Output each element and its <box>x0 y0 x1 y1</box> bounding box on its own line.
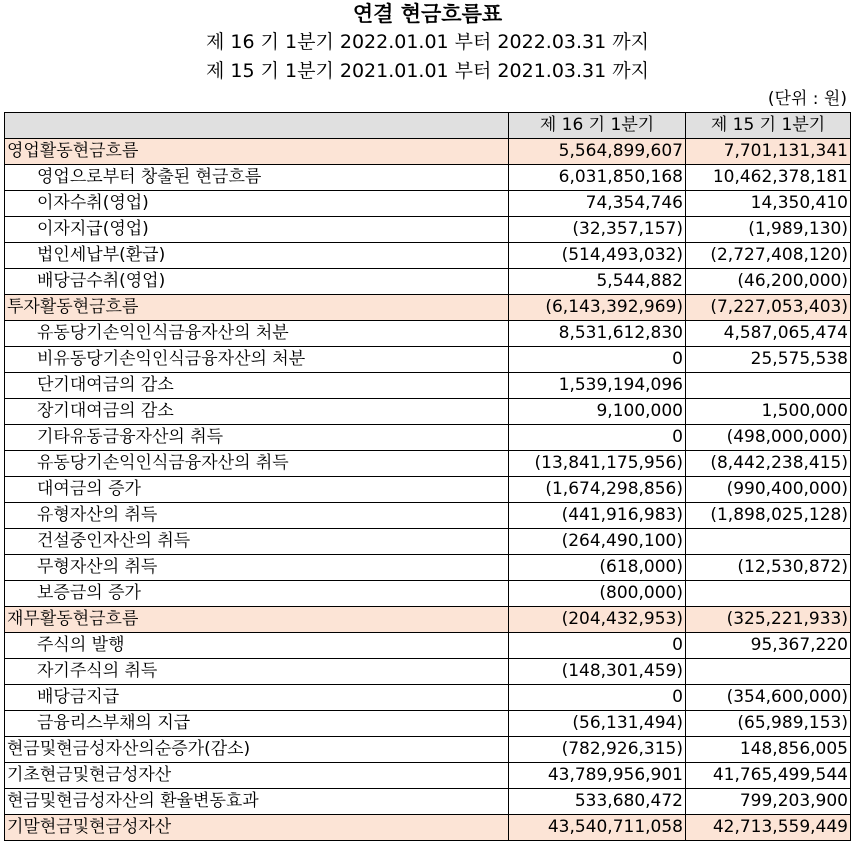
previous-period-value: 25,575,538 <box>686 347 851 373</box>
previous-period-value: (2,727,408,120) <box>686 243 851 269</box>
current-period-value: (148,301,459) <box>509 659 686 685</box>
previous-period-value <box>686 529 851 555</box>
current-period-value: (514,493,032) <box>509 243 686 269</box>
table-row <box>5 503 851 529</box>
table-row <box>5 165 851 191</box>
table-row <box>5 633 851 659</box>
table-row <box>5 217 851 243</box>
table-body <box>5 139 851 841</box>
current-period-value: (13,841,175,956) <box>509 451 686 477</box>
current-period-value: 5,544,882 <box>509 269 686 295</box>
row-label: 단기대여금의 감소 <box>5 373 509 399</box>
previous-period-value: (1,989,130) <box>686 217 851 243</box>
previous-period-value: 95,367,220 <box>686 633 851 659</box>
current-period-value: 6,031,850,168 <box>509 165 686 191</box>
previous-period-value: 148,856,005 <box>686 737 851 763</box>
table-row <box>5 737 851 763</box>
previous-period-value: 799,203,900 <box>686 789 851 815</box>
report-title: 연결 현금흐름표 <box>352 2 503 26</box>
row-label: 배당금지급 <box>5 685 509 711</box>
current-period-value: 0 <box>509 347 686 373</box>
current-period-value: 74,354,746 <box>509 191 686 217</box>
row-label: 유동당기손익인식금융자산의 취득 <box>5 451 509 477</box>
previous-period-value: 14,350,410 <box>686 191 851 217</box>
current-period-value: 0 <box>509 685 686 711</box>
header-current-period: 제 16 기 1분기 <box>509 113 686 139</box>
row-label: 투자활동현금흐름 <box>5 295 509 321</box>
row-label: 비유동당기손익인식금융자산의 처분 <box>5 347 509 373</box>
previous-period-value <box>686 373 851 399</box>
period-current: 제 16 기 1분기 2022.01.01 부터 2022.03.31 까지 <box>206 31 649 53</box>
header-previous-period: 제 15 기 1분기 <box>686 113 851 139</box>
table-header-row <box>5 113 851 139</box>
current-period-value: (264,490,100) <box>509 529 686 555</box>
row-label: 재무활동현금흐름 <box>5 607 509 633</box>
current-period-value: (782,926,315) <box>509 737 686 763</box>
unit-label: (단위 : 원) <box>767 89 847 109</box>
previous-period-value: (354,600,000) <box>686 685 851 711</box>
table-row <box>5 763 851 789</box>
previous-period-value: 7,701,131,341 <box>686 139 851 165</box>
row-label: 장기대여금의 감소 <box>5 399 509 425</box>
table-row <box>5 139 851 165</box>
current-period-value: (441,916,983) <box>509 503 686 529</box>
table-row <box>5 581 851 607</box>
row-label: 현금및현금성자산의 환율변동효과 <box>5 789 509 815</box>
row-label: 보증금의 증가 <box>5 581 509 607</box>
previous-period-value: (990,400,000) <box>686 477 851 503</box>
current-period-value: (1,674,298,856) <box>509 477 686 503</box>
row-label: 유형자산의 취득 <box>5 503 509 529</box>
row-label: 이자지급(영업) <box>5 217 509 243</box>
row-label: 기타유동금융자산의 취득 <box>5 425 509 451</box>
row-label: 기말현금및현금성자산 <box>5 815 509 841</box>
table-row <box>5 815 851 841</box>
table-row <box>5 685 851 711</box>
row-label: 배당금수취(영업) <box>5 269 509 295</box>
current-period-value: 0 <box>509 425 686 451</box>
row-label: 이자수취(영업) <box>5 191 509 217</box>
table-row <box>5 191 851 217</box>
row-label: 건설중인자산의 취득 <box>5 529 509 555</box>
table-row <box>5 659 851 685</box>
row-label: 유동당기손익인식금융자산의 처분 <box>5 321 509 347</box>
table-row <box>5 373 851 399</box>
previous-period-value: (1,898,025,128) <box>686 503 851 529</box>
period-previous: 제 15 기 1분기 2021.01.01 부터 2021.03.31 까지 <box>206 60 649 82</box>
row-label: 법인세납부(환급) <box>5 243 509 269</box>
previous-period-value: (12,530,872) <box>686 555 851 581</box>
current-period-value: (204,432,953) <box>509 607 686 633</box>
row-label: 주식의 발행 <box>5 633 509 659</box>
current-period-value: 5,564,899,607 <box>509 139 686 165</box>
current-period-value: (32,357,157) <box>509 217 686 243</box>
previous-period-value: 41,765,499,544 <box>686 763 851 789</box>
table-row <box>5 607 851 633</box>
table-row <box>5 321 851 347</box>
table-row <box>5 347 851 373</box>
current-period-value: 43,540,711,058 <box>509 815 686 841</box>
current-period-value: (56,131,494) <box>509 711 686 737</box>
current-period-value: (618,000) <box>509 555 686 581</box>
current-period-value: (800,000) <box>509 581 686 607</box>
row-label: 영업활동현금흐름 <box>5 139 509 165</box>
table-row <box>5 477 851 503</box>
current-period-value: 9,100,000 <box>509 399 686 425</box>
previous-period-value: 4,587,065,474 <box>686 321 851 347</box>
current-period-value: 8,531,612,830 <box>509 321 686 347</box>
row-label: 대여금의 증가 <box>5 477 509 503</box>
row-label: 기초현금및현금성자산 <box>5 763 509 789</box>
row-label: 자기주식의 취득 <box>5 659 509 685</box>
table-row <box>5 295 851 321</box>
table-row <box>5 451 851 477</box>
table-row <box>5 529 851 555</box>
table-row <box>5 399 851 425</box>
previous-period-value: (46,200,000) <box>686 269 851 295</box>
row-label: 무형자산의 취득 <box>5 555 509 581</box>
previous-period-value: (7,227,053,403) <box>686 295 851 321</box>
table-row <box>5 243 851 269</box>
header-label-cell <box>5 113 509 139</box>
previous-period-value: 1,500,000 <box>686 399 851 425</box>
cash-flow-table <box>4 112 851 841</box>
table-row <box>5 555 851 581</box>
row-label: 금융리스부채의 지급 <box>5 711 509 737</box>
table-row <box>5 711 851 737</box>
table-row <box>5 269 851 295</box>
previous-period-value: (325,221,933) <box>686 607 851 633</box>
current-period-value: 0 <box>509 633 686 659</box>
current-period-value: (6,143,392,969) <box>509 295 686 321</box>
previous-period-value <box>686 581 851 607</box>
row-label: 현금및현금성자산의순증가(감소) <box>5 737 509 763</box>
previous-period-value: (8,442,238,415) <box>686 451 851 477</box>
current-period-value: 533,680,472 <box>509 789 686 815</box>
current-period-value: 1,539,194,096 <box>509 373 686 399</box>
table-row <box>5 789 851 815</box>
previous-period-value <box>686 659 851 685</box>
table-row <box>5 425 851 451</box>
previous-period-value: (65,989,153) <box>686 711 851 737</box>
current-period-value: 43,789,956,901 <box>509 763 686 789</box>
row-label: 영업으로부터 창출된 현금흐름 <box>5 165 509 191</box>
previous-period-value: 10,462,378,181 <box>686 165 851 191</box>
previous-period-value: (498,000,000) <box>686 425 851 451</box>
previous-period-value: 42,713,559,449 <box>686 815 851 841</box>
